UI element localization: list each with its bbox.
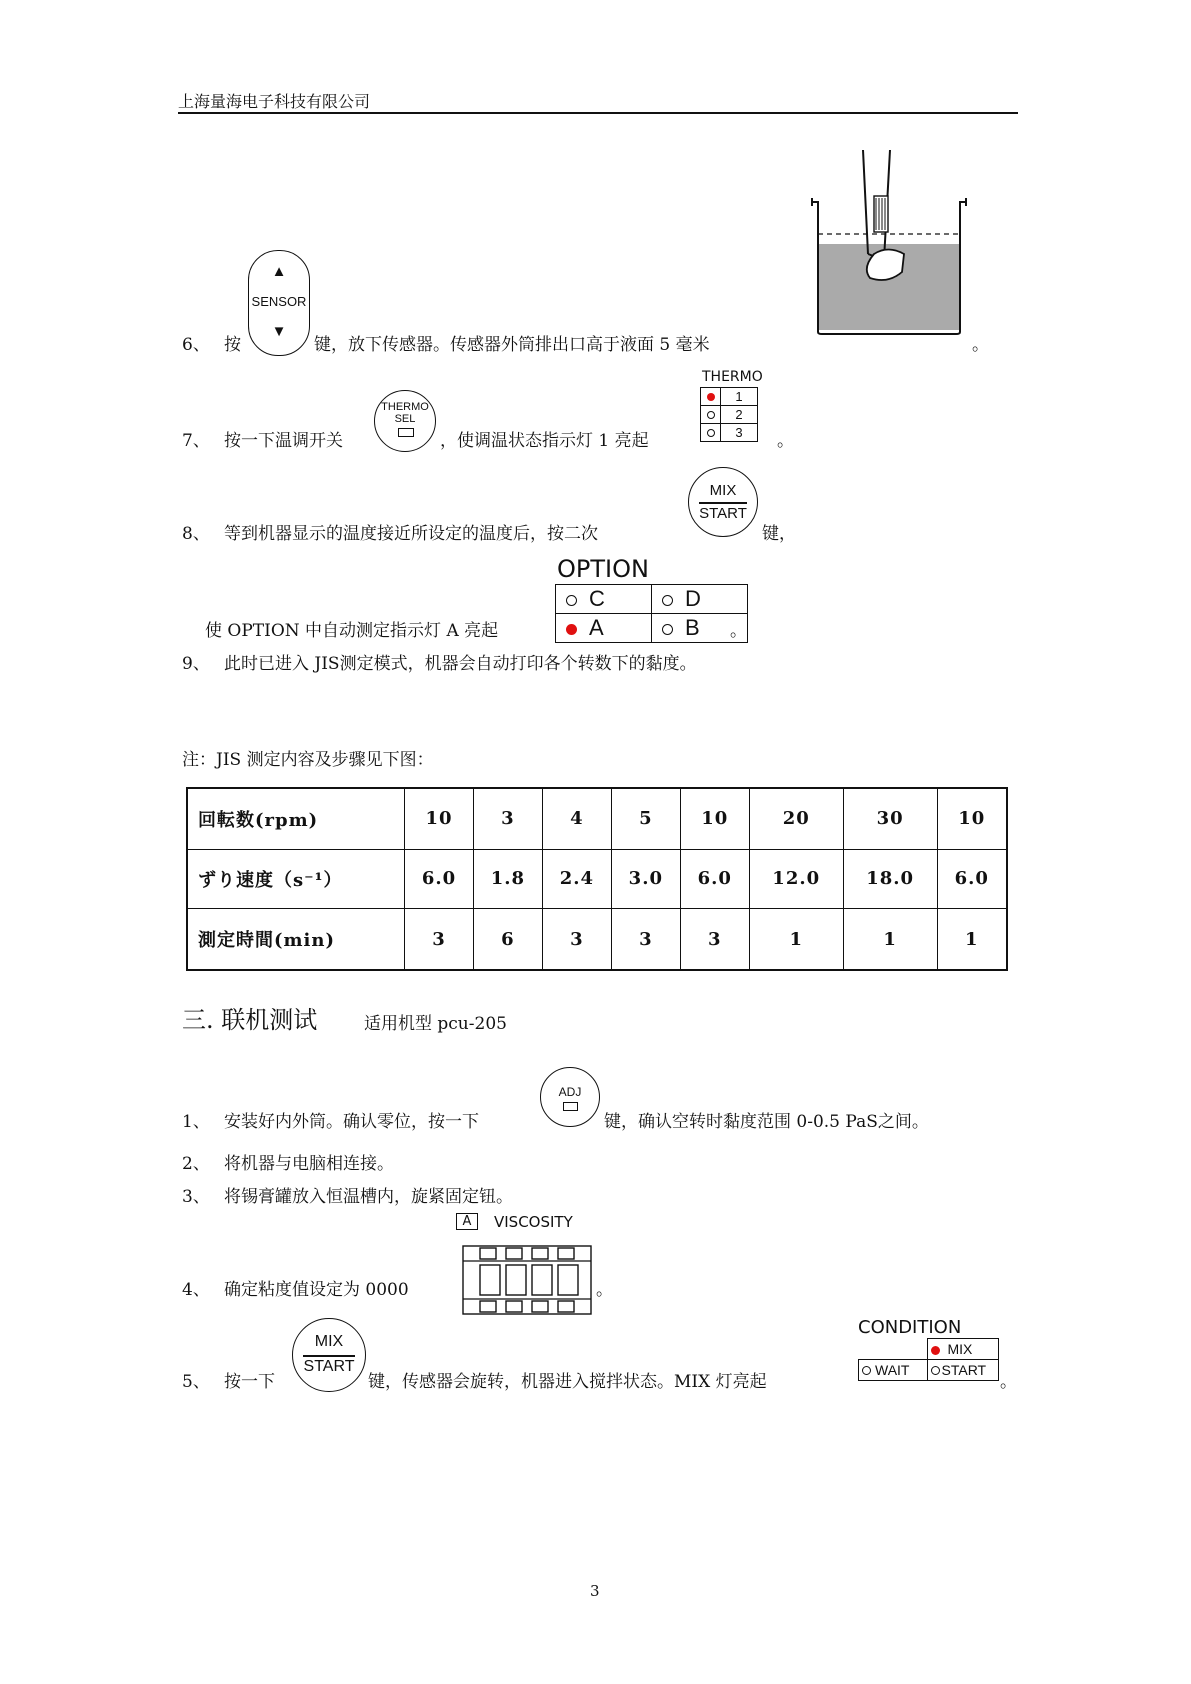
option-line-text: 使 OPTION 中自动测定指示灯 A 亮起 <box>205 621 499 641</box>
adj-button[interactable] <box>540 1067 600 1127</box>
table-cell: 10 <box>405 788 474 849</box>
table-cell: 3 <box>542 909 611 970</box>
option-cell-b: B <box>652 614 748 643</box>
key-slot-icon <box>398 428 414 437</box>
table-cell: 6.0 <box>937 849 1007 909</box>
viscosity-tag: A <box>456 1213 478 1230</box>
table-cell: 3 <box>473 788 542 849</box>
step-b2-text: 将机器与电脑相连接。 <box>224 1154 394 1174</box>
table-cell: 6 <box>473 909 542 970</box>
table-row <box>187 909 1007 970</box>
mix-start-line1: MIX <box>709 482 737 499</box>
step-b5-pre: 按一下 <box>224 1372 275 1392</box>
table-cell: 10 <box>680 788 749 849</box>
step-7-text: ，使调温状态指示灯 1 亮起 <box>440 431 649 451</box>
table-cell: 3 <box>680 909 749 970</box>
table-cell: 1 <box>937 909 1007 970</box>
header-rule <box>178 112 1018 114</box>
section-3-title: 三. 联机测试 <box>182 1006 318 1034</box>
step-b5-number: 5、 <box>182 1372 210 1392</box>
table-cell: 1.8 <box>473 849 542 909</box>
step-b1-pre: 安装好内外筒。确认零位，按一下 <box>224 1112 479 1132</box>
table-cell: 20 <box>749 788 843 849</box>
table-row <box>187 788 1007 849</box>
step-b4-end: 。 <box>596 1280 613 1300</box>
step-7-number: 7、 <box>182 431 210 451</box>
option-cell-c: C <box>556 585 652 614</box>
step-b1-text: 键，确认空转时黏度范围 0-0.5 PaS之间。 <box>604 1112 929 1132</box>
step-8-text: 键， <box>762 524 796 544</box>
table-cell: 18.0 <box>843 849 937 909</box>
viscosity-display <box>462 1245 592 1315</box>
mix-start-button[interactable] <box>688 467 758 537</box>
condition-panel-title: CONDITION <box>858 1317 962 1338</box>
sensor-button[interactable] <box>248 250 310 356</box>
step-8-pre: 等到机器显示的温度接近所设定的温度后，按二次 <box>224 524 598 544</box>
mix-start-2-line1: MIX <box>314 1333 344 1350</box>
condition-empty-cell <box>859 1339 928 1360</box>
step-6-end: 。 <box>972 335 989 355</box>
table-cell: 3 <box>611 909 680 970</box>
table-cell: 3.0 <box>611 849 680 909</box>
step-9-text: 此时已进入 JIS测定模式，机器会自动打印各个转数下的黏度。 <box>224 654 697 674</box>
table-cell: 1 <box>843 909 937 970</box>
condition-indicator-panel <box>858 1338 999 1381</box>
thermo-panel-title: THERMO <box>702 369 763 385</box>
condition-cell-mix: MIX <box>927 1339 998 1360</box>
table-cell: 2.4 <box>542 849 611 909</box>
mix-start-button-2[interactable] <box>292 1318 366 1392</box>
table-cell: 1 <box>749 909 843 970</box>
thermo-led-2 <box>701 406 721 424</box>
thermo-sel-line1: THERMO <box>381 401 429 413</box>
table-cell: 6.0 <box>405 849 474 909</box>
table-cell: 6.0 <box>680 849 749 909</box>
jis-table <box>186 787 1008 971</box>
thermo-sel-line2: SEL <box>394 413 416 425</box>
step-b5-end: 。 <box>1000 1372 1017 1392</box>
step-9-number: 9、 <box>182 654 210 674</box>
table-cell: 3 <box>405 909 474 970</box>
thermo-label-2: 2 <box>721 406 758 424</box>
step-b4-number: 4、 <box>182 1280 210 1300</box>
adj-button-label: ADJ <box>558 1085 582 1099</box>
thermo-label-3: 3 <box>721 424 758 442</box>
mix-start-line2: START <box>699 505 747 522</box>
section-3-subtitle: 适用机型 pcu-205 <box>364 1014 507 1034</box>
row-label: ずり速度（s⁻¹） <box>187 849 405 909</box>
option-panel-title: OPTION <box>557 555 649 583</box>
page-number: 3 <box>590 1582 600 1600</box>
mix-start-divider <box>699 502 747 504</box>
thermo-indicator-panel <box>700 387 758 442</box>
thermo-label-1: 1 <box>721 388 758 406</box>
table-cell: 30 <box>843 788 937 849</box>
thermo-led-1 <box>701 388 721 406</box>
mix-start-2-divider <box>303 1355 355 1357</box>
step-b2-number: 2、 <box>182 1154 210 1174</box>
arrow-down-icon: ▼ <box>271 323 287 340</box>
step-b4-text: 确定粘度值设定为 0000 <box>224 1280 409 1300</box>
step-b5-text: 键，传感器会旋转，机器进入搅拌状态。MIX 灯亮起 <box>368 1372 767 1392</box>
step-7-end: 。 <box>777 431 794 451</box>
viscosity-title: VISCOSITY <box>494 1213 573 1231</box>
table-cell: 12.0 <box>749 849 843 909</box>
option-line-end: 。 <box>730 621 747 641</box>
step-b3-text: 将锡膏罐放入恒温槽内，旋紧固定钮。 <box>224 1187 513 1207</box>
condition-cell-wait: WAIT <box>859 1359 928 1380</box>
row-label: 測定時間(min) <box>187 909 405 970</box>
step-b1-number: 1、 <box>182 1112 210 1132</box>
row-label: 回転数(rpm) <box>187 788 405 849</box>
arrow-up-icon: ▲ <box>271 263 287 280</box>
table-cell: 5 <box>611 788 680 849</box>
option-cell-a: A <box>556 614 652 643</box>
step-7-pre: 按一下温调开关 <box>224 431 343 451</box>
step-b3-number: 3、 <box>182 1187 210 1207</box>
step-6-text: 键，放下传感器。传感器外筒排出口高于液面 5 毫米 <box>314 335 710 355</box>
thermo-sel-button[interactable] <box>374 390 436 452</box>
company-header: 上海量海电子科技有限公司 <box>178 92 371 111</box>
thermo-led-3 <box>701 424 721 442</box>
key-slot-icon <box>563 1102 578 1111</box>
table-cell: 4 <box>542 788 611 849</box>
step-8-number: 8、 <box>182 524 210 544</box>
step-6-pre: 按 <box>224 335 241 355</box>
step-6-number: 6、 <box>182 335 210 355</box>
table-cell: 10 <box>937 788 1007 849</box>
option-indicator-panel <box>555 584 748 643</box>
option-cell-d: D <box>652 585 748 614</box>
beaker-sensor-illustration <box>808 150 970 336</box>
sensor-button-label: SENSOR <box>251 294 307 309</box>
condition-cell-start: START <box>927 1359 998 1380</box>
table-row <box>187 849 1007 909</box>
jis-note: 注：JIS 测定内容及步骤见下图： <box>182 750 434 770</box>
mix-start-2-line2: START <box>303 1358 355 1375</box>
